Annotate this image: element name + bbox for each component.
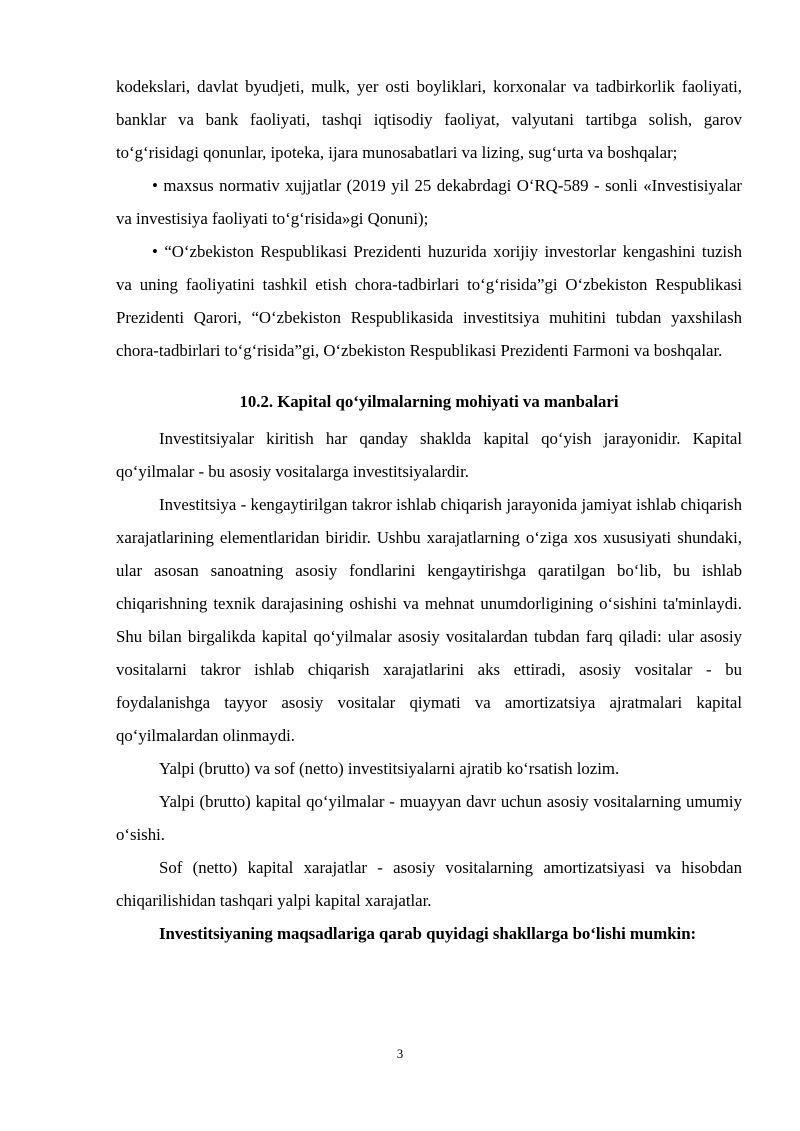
paragraph-investment-forms: Investitsiyaning maqsadlariga qarab quyidagi shakllarga bo‘lishi mumkin: xyxy=(159,924,697,943)
paragraph-legislation-list: kodekslari, davlat byudjeti, mulk, yer osti boyliklari, korxonalar va tadbirkorlik faoliyati, banklar va bank faoliyati, tashqi iqtisodiy faoliyat, valyutani tartibga solish, garov to‘g‘risidagi qonunlar, ipoteka, ijara munosabatlari va lizing, sug‘urta va boshqalar; xyxy=(116,77,742,162)
paragraph-investment-definition: Investitsiyalar kiritish har qanday shaklda kapital qo‘yish jarayonidir. Kapital qo‘yilmalar - bu asosiy vositalarga investitsiyalardir. xyxy=(116,429,742,481)
section-heading: 10.2. Kapital qo‘yilmalarning mohiyati va manbalari xyxy=(239,392,619,411)
page-body xyxy=(116,70,742,950)
paragraph-gross-definition: Yalpi (brutto) kapital qo‘yilmalar - muayyan davr uchun asosiy vositalarning umumiy o‘sishi. xyxy=(116,792,742,844)
bullet-special-normative-documents: • maxsus normativ xujjatlar (2019 yil 25 dekabrdagi O‘RQ-589 - sonli «Investisiyalar va investisiya faoliyati to‘g‘risida»gi Qonuni); xyxy=(116,176,742,228)
paragraph-gross-net: Yalpi (brutto) va sof (netto) investitsiyalarni ajratib ko‘rsatish lozim. xyxy=(159,759,620,778)
paragraph-net-definition: Sof (netto) kapital xarajatlar - asosiy vositalarning amortizatsiyasi va hisobdan chiqarilishidan tashqari yalpi kapital xarajatlar. xyxy=(116,858,742,910)
paragraph-investment-element: Investitsiya - kengaytirilgan takror ishlab chiqarish jarayonida jamiyat ishlab chiqarish xarajatlarining elementlaridan biridir. Ushbu xarajatlarning o‘ziga xos xususiyati shundaki, ular asosan sanoatning asosiy fondlarini kengaytirishga qaratilgan bo‘lib, bu ishlab chiqarishning texnik darajasining oshishi va mehnat unumdorligining o‘sishini ta'minlaydi. Shu bilan birgalikda kapital qo‘yilmalar asosiy vositalardan tubdan farq qiladi: ular asosiy vositalarni takror ishlab chiqarish xarajatlarini aks ettiradi, asosiy vositalar - bu foydalanishga tayyor asosiy vositalar qiymati va amortizatsiya ajratmalari kapital qo‘yilmalardan olinmaydi. xyxy=(116,495,742,745)
bullet-presidential-decrees: • “O‘zbekiston Respublikasi Prezidenti huzurida xorijiy investorlar kengashini tuzish va uning faoliyatini tashkil etish chora-tadbirlari to‘g‘risida”gi O‘zbekiston Respublikasi Prezidenti Qarori, “O‘zbekiston Respublikasida investitsiya muhitini tubdan yaxshilash chora-tadbirlari to‘g‘risida”gi, O‘zbekiston Respublikasi Prezidenti Farmoni va boshqalar. xyxy=(116,242,742,360)
page-number: 3 xyxy=(396,1046,404,1061)
